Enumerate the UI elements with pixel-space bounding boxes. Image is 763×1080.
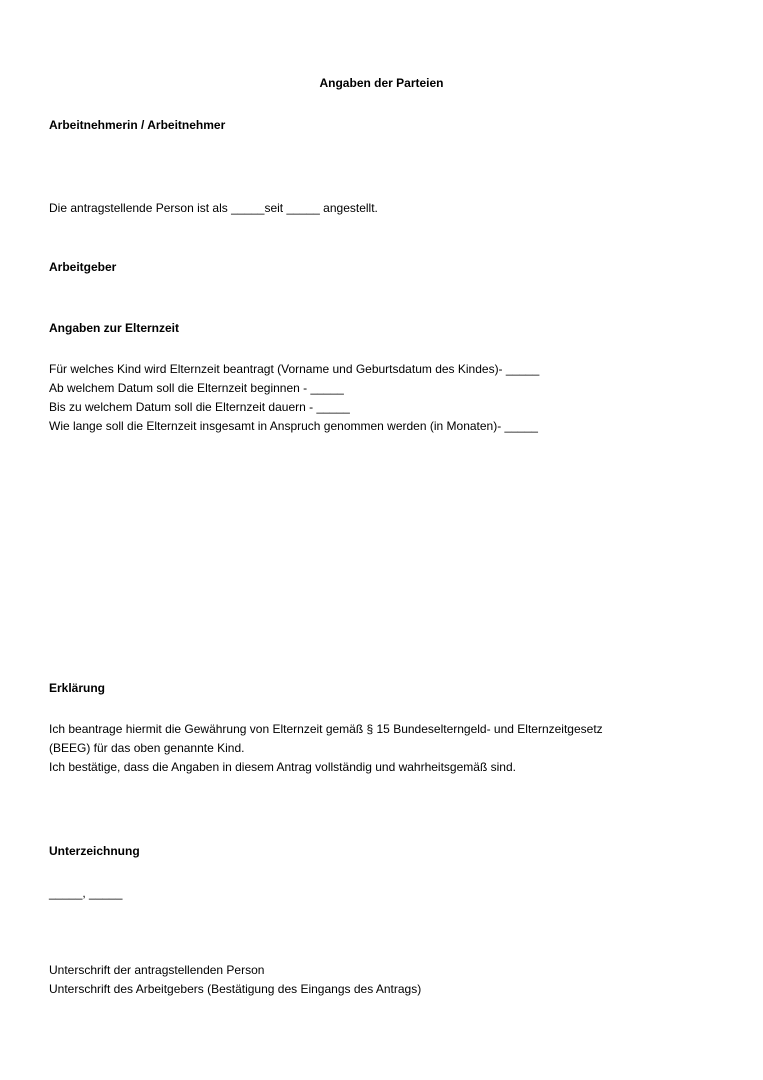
place-date-line: _____, _____ bbox=[49, 886, 123, 900]
signature-heading: Unterzeichnung bbox=[49, 844, 140, 858]
signature-lines bbox=[49, 961, 421, 999]
signature-applicant: Unterschrift der antragstellenden Person bbox=[49, 963, 265, 977]
question-duration: Wie lange soll die Elternzeit insgesamt in Anspruch genommen werden (in Monaten)- _____ bbox=[49, 419, 538, 433]
employer-heading: Arbeitgeber bbox=[49, 260, 117, 274]
declaration-line: Ich beantrage hiermit die Gewährung von Elternzeit gemäß § 15 Bundeselterngeld- und Elternzeitgesetz bbox=[49, 722, 603, 736]
declaration-line: Ich bestätige, dass die Angaben in diesem Antrag vollständig und wahrheitsgemäß sind. bbox=[49, 760, 516, 774]
parental-leave-questions bbox=[49, 360, 539, 436]
question-child: Für welches Kind wird Elternzeit beantragt (Vorname und Geburtsdatum des Kindes)- _____ bbox=[49, 362, 540, 376]
declaration-line: (BEEG) für das oben genannte Kind. bbox=[49, 741, 245, 755]
declaration-text bbox=[49, 720, 603, 777]
employment-sentence: Die antragstellende Person ist als _____seit _____ angestellt. bbox=[49, 201, 378, 215]
signature-employer: Unterschrift des Arbeitgebers (Bestätigung des Eingangs des Antrags) bbox=[49, 982, 422, 996]
parental-leave-heading: Angaben zur Elternzeit bbox=[49, 321, 180, 335]
page-title: Angaben der Parteien bbox=[319, 76, 444, 90]
question-end-date: Bis zu welchem Datum soll die Elternzeit dauern - _____ bbox=[49, 400, 350, 414]
declaration-heading: Erklärung bbox=[49, 681, 106, 695]
employee-heading: Arbeitnehmerin / Arbeitnehmer bbox=[49, 118, 226, 132]
question-start-date: Ab welchem Datum soll die Elternzeit beginnen - _____ bbox=[49, 381, 344, 395]
